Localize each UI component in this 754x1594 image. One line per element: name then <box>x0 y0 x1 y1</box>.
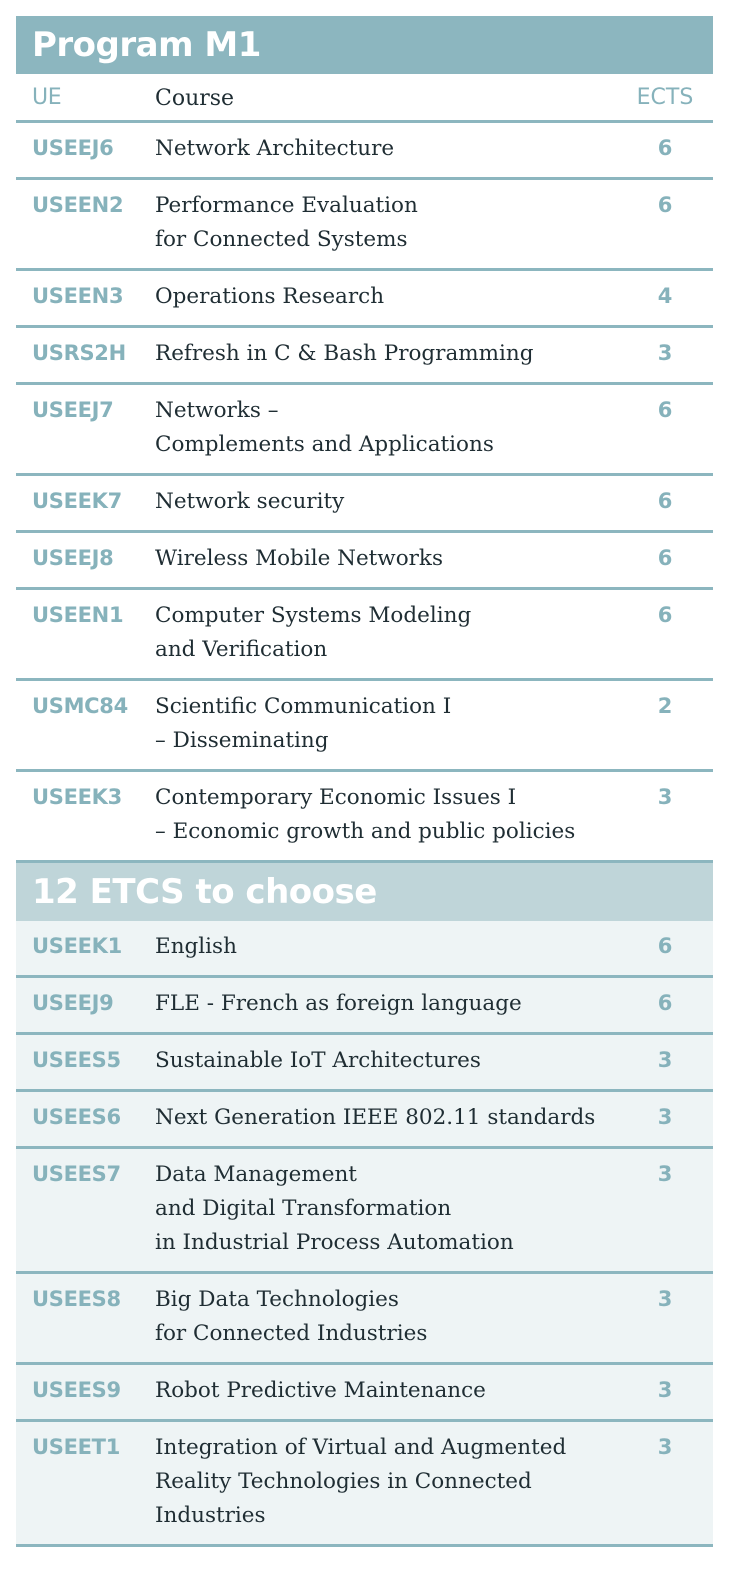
core-course-list <box>16 123 713 863</box>
course-code: USEET1 <box>32 1435 121 1459</box>
course-ects: 6 <box>657 603 673 627</box>
course-code: USEES5 <box>32 1048 121 1072</box>
course-code: USEES6 <box>32 1105 121 1129</box>
course-code: USEEN1 <box>32 603 124 627</box>
course-code: USEEK7 <box>32 489 122 513</box>
course-code: USEEJ7 <box>32 398 114 422</box>
course-ects: 6 <box>657 934 673 958</box>
course-ects: 3 <box>657 1287 673 1311</box>
optional-course-list <box>16 921 713 1547</box>
course-ects: 6 <box>657 546 673 570</box>
course-ects: 3 <box>657 1048 673 1072</box>
course-ects: 3 <box>657 1162 673 1186</box>
course-code: USEEJ6 <box>32 136 114 160</box>
course-row <box>16 123 713 180</box>
course-title: Computer Systems Modeling and Verification <box>155 603 472 662</box>
course-row <box>16 271 713 328</box>
course-ects: 6 <box>657 398 673 422</box>
course-title: Integration of Virtual and Augmented Reality Technologies in Connected Industries <box>155 1435 567 1528</box>
course-row <box>16 1365 713 1422</box>
optional-title: 12 ETCS to choose <box>32 872 377 912</box>
course-ects: 6 <box>657 489 673 513</box>
course-ects: 6 <box>657 991 673 1015</box>
course-row <box>16 180 713 271</box>
course-row <box>16 681 713 772</box>
course-code: USRS2H <box>32 341 126 365</box>
course-row <box>16 1092 713 1149</box>
program-title: Program M1 <box>32 25 261 65</box>
course-ects: 4 <box>657 284 673 308</box>
program-title-band <box>16 16 713 74</box>
course-row <box>16 1149 713 1274</box>
course-title: Robot Predictive Maintenance <box>155 1378 486 1403</box>
course-row <box>16 921 713 978</box>
course-code: USEEJ8 <box>32 546 114 570</box>
course-title: Sustainable IoT Architectures <box>155 1048 481 1073</box>
course-ects: 3 <box>657 341 673 365</box>
course-title: Wireless Mobile Networks <box>155 546 443 571</box>
course-code: USEEK3 <box>32 785 122 809</box>
course-row <box>16 1422 713 1547</box>
course-title: Scientific Communication I – Disseminating <box>155 694 452 753</box>
table-header <box>16 74 713 123</box>
course-ects: 3 <box>657 1105 673 1129</box>
course-code: USEEJ9 <box>32 991 114 1015</box>
course-row <box>16 533 713 590</box>
course-code: USEES9 <box>32 1378 121 1402</box>
course-title: Next Generation IEEE 802.11 standards <box>155 1105 596 1130</box>
course-ects: 2 <box>657 694 673 718</box>
course-code: USEES7 <box>32 1162 121 1186</box>
course-row <box>16 978 713 1035</box>
course-title: Network Architecture <box>155 136 395 161</box>
course-ects: 3 <box>657 1435 673 1459</box>
course-ects: 6 <box>657 193 673 217</box>
course-code: USMC84 <box>32 694 128 718</box>
ue-column-header: UE <box>32 85 62 110</box>
course-title: Performance Evaluation for Connected Systems <box>155 193 418 252</box>
course-row <box>16 772 713 863</box>
course-row <box>16 590 713 681</box>
course-title: Data Management and Digital Transformation in Industrial Process Automation <box>155 1162 514 1255</box>
course-code: USEEK1 <box>32 934 122 958</box>
course-ects: 3 <box>657 1378 673 1402</box>
course-code: USEEN2 <box>32 193 124 217</box>
course-title: Operations Research <box>155 284 385 309</box>
course-title: English <box>155 934 237 959</box>
course-title: Network security <box>155 489 345 514</box>
ects-column-header: ECTS <box>636 85 694 110</box>
course-title: Big Data Technologies for Connected Industries <box>155 1287 428 1346</box>
course-row <box>16 385 713 476</box>
course-row <box>16 476 713 533</box>
course-row <box>16 1035 713 1092</box>
course-title: Networks – Complements and Applications <box>155 398 494 457</box>
course-row <box>16 328 713 385</box>
course-code: USEEN3 <box>32 284 124 308</box>
course-title: FLE - French as foreign language <box>155 991 522 1016</box>
course-title: Contemporary Economic Issues I – Economic growth and public policies <box>155 785 576 844</box>
course-ects: 3 <box>657 785 673 809</box>
course-code: USEES8 <box>32 1287 121 1311</box>
course-column-header: Course <box>155 86 235 111</box>
course-ects: 6 <box>657 136 673 160</box>
optional-title-band <box>16 863 713 921</box>
curriculum-table <box>16 16 713 1547</box>
course-row <box>16 1274 713 1365</box>
course-title: Refresh in C & Bash Programming <box>155 341 534 366</box>
